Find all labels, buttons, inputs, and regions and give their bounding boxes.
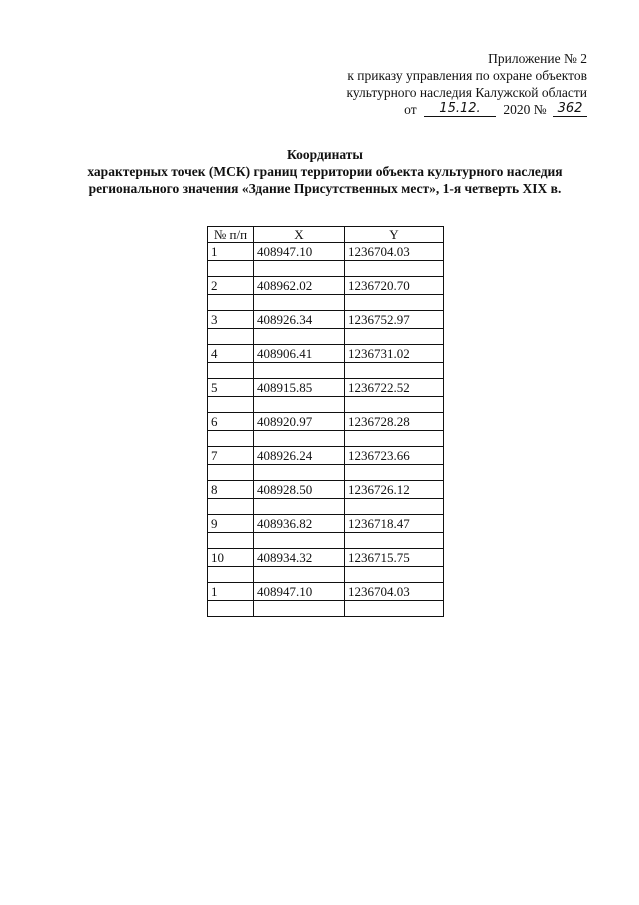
empty-cell <box>345 363 444 379</box>
y-coordinate-cell: 1236731.02 <box>345 345 444 363</box>
table-spacer-row <box>208 499 444 515</box>
authority-name: культурного наследия Калужской области <box>346 85 587 100</box>
point-number-cell: 10 <box>208 549 254 567</box>
table-spacer-row <box>208 363 444 379</box>
order-reference: к приказу управления по охране объектов <box>347 68 587 83</box>
empty-cell <box>208 533 254 549</box>
point-number-cell: 2 <box>208 277 254 295</box>
table-row <box>208 345 444 363</box>
empty-cell <box>345 431 444 447</box>
x-coordinate-cell: 408915.85 <box>254 379 345 397</box>
table-body <box>208 243 444 617</box>
x-coordinate-cell: 408947.10 <box>254 583 345 601</box>
empty-cell <box>208 261 254 277</box>
coordinates-table <box>207 226 444 617</box>
empty-cell <box>254 431 345 447</box>
point-number-cell: 9 <box>208 515 254 533</box>
x-coordinate-cell: 408947.10 <box>254 243 345 261</box>
order-date-line <box>257 101 587 119</box>
table-row <box>208 413 444 431</box>
x-coordinate-cell: 408926.34 <box>254 311 345 329</box>
table-spacer-row <box>208 465 444 481</box>
handwritten-date: 15.12. <box>424 102 496 117</box>
point-number-cell: 3 <box>208 311 254 329</box>
table-row <box>208 379 444 397</box>
empty-cell <box>345 601 444 617</box>
handwritten-order-number: 362 <box>553 102 587 117</box>
empty-cell <box>254 533 345 549</box>
table-row <box>208 515 444 533</box>
table-row <box>208 481 444 499</box>
y-coordinate-cell: 1236715.75 <box>345 549 444 567</box>
empty-cell <box>254 295 345 311</box>
y-coordinate-cell: 1236704.03 <box>345 583 444 601</box>
empty-cell <box>208 601 254 617</box>
table-spacer-row <box>208 329 444 345</box>
table-spacer-row <box>208 601 444 617</box>
y-coordinate-cell: 1236728.28 <box>345 413 444 431</box>
document-header <box>257 50 587 119</box>
point-number-cell: 5 <box>208 379 254 397</box>
column-header-y: Y <box>345 227 444 243</box>
x-coordinate-cell: 408928.50 <box>254 481 345 499</box>
point-number-cell: 1 <box>208 583 254 601</box>
y-coordinate-cell: 1236722.52 <box>345 379 444 397</box>
x-coordinate-cell: 408936.82 <box>254 515 345 533</box>
empty-cell <box>254 567 345 583</box>
table-spacer-row <box>208 295 444 311</box>
empty-cell <box>208 363 254 379</box>
table-row <box>208 583 444 601</box>
y-coordinate-cell: 1236726.12 <box>345 481 444 499</box>
empty-cell <box>345 499 444 515</box>
empty-cell <box>208 431 254 447</box>
empty-cell <box>208 329 254 345</box>
empty-cell <box>208 397 254 413</box>
x-coordinate-cell: 408962.02 <box>254 277 345 295</box>
y-coordinate-cell: 1236752.97 <box>345 311 444 329</box>
empty-cell <box>254 397 345 413</box>
empty-cell <box>345 261 444 277</box>
empty-cell <box>345 329 444 345</box>
table-row <box>208 277 444 295</box>
point-number-cell: 1 <box>208 243 254 261</box>
appendix-label: Приложение № 2 <box>488 51 587 66</box>
empty-cell <box>254 601 345 617</box>
column-header-number: № п/п <box>208 227 254 243</box>
title-line-2: характерных точек (МСК) границ территории объекта культурного наследия <box>87 164 563 179</box>
x-coordinate-cell: 408920.97 <box>254 413 345 431</box>
table-spacer-row <box>208 431 444 447</box>
table-spacer-row <box>208 533 444 549</box>
y-coordinate-cell: 1236723.66 <box>345 447 444 465</box>
table-spacer-row <box>208 261 444 277</box>
empty-cell <box>208 295 254 311</box>
column-header-x: X <box>254 227 345 243</box>
table-row <box>208 311 444 329</box>
table-row <box>208 549 444 567</box>
empty-cell <box>254 363 345 379</box>
point-number-cell: 6 <box>208 413 254 431</box>
date-prefix: от <box>404 102 417 117</box>
point-number-cell: 7 <box>208 447 254 465</box>
empty-cell <box>345 295 444 311</box>
table-row <box>208 447 444 465</box>
empty-cell <box>345 397 444 413</box>
x-coordinate-cell: 408906.41 <box>254 345 345 363</box>
document-title <box>60 146 590 197</box>
table-spacer-row <box>208 567 444 583</box>
point-number-cell: 8 <box>208 481 254 499</box>
empty-cell <box>345 465 444 481</box>
y-coordinate-cell: 1236718.47 <box>345 515 444 533</box>
empty-cell <box>208 499 254 515</box>
empty-cell <box>208 465 254 481</box>
empty-cell <box>254 261 345 277</box>
x-coordinate-cell: 408934.32 <box>254 549 345 567</box>
empty-cell <box>254 465 345 481</box>
table-spacer-row <box>208 397 444 413</box>
point-number-cell: 4 <box>208 345 254 363</box>
empty-cell <box>345 533 444 549</box>
order-year: 2020 № <box>503 102 547 117</box>
empty-cell <box>345 567 444 583</box>
empty-cell <box>208 567 254 583</box>
title-line-1: Координаты <box>287 147 363 162</box>
empty-cell <box>254 329 345 345</box>
table-header-row <box>208 227 444 243</box>
x-coordinate-cell: 408926.24 <box>254 447 345 465</box>
title-line-3: регионального значения «Здание Присутственных мест», 1-я четверть XIX в. <box>88 181 562 196</box>
table-row <box>208 243 444 261</box>
empty-cell <box>254 499 345 515</box>
y-coordinate-cell: 1236720.70 <box>345 277 444 295</box>
y-coordinate-cell: 1236704.03 <box>345 243 444 261</box>
